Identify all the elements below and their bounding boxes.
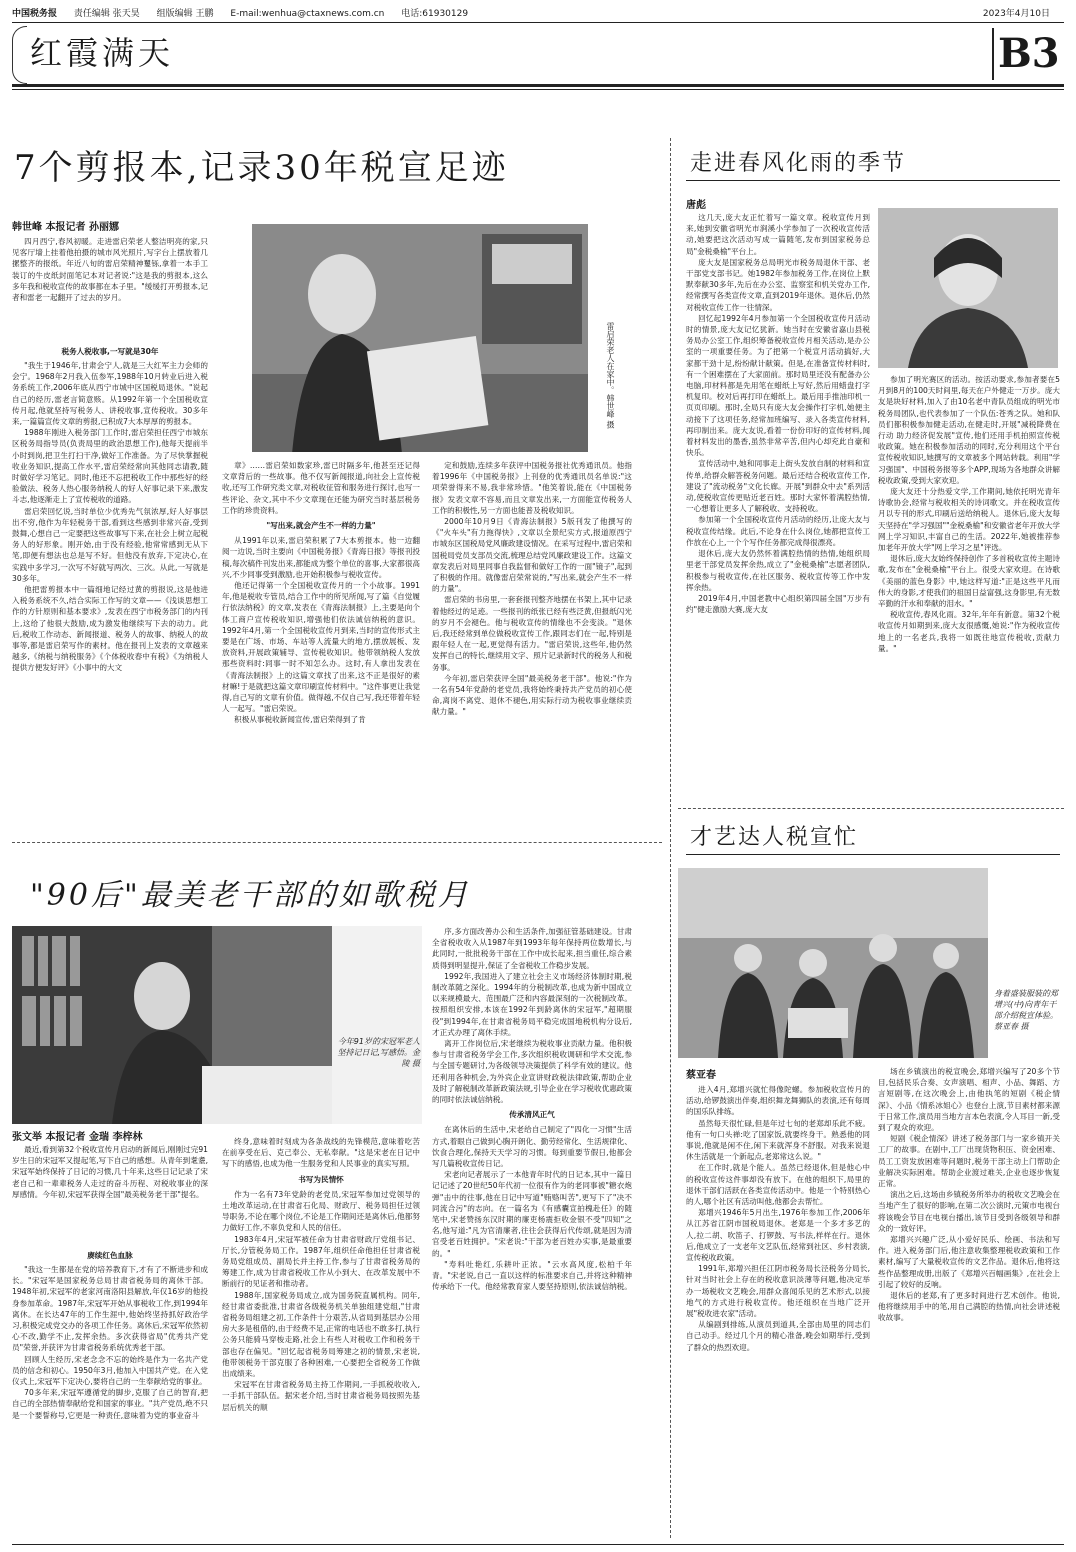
column-divider [670,138,671,1538]
paragraph: 雷启荣回忆说,当时单位少优秀先气氛浓厚,好人好事层出不穷,他作为年轻税务干部,看到这些感到非常兴奋,受到鼓舞,心想自己一定要把这些故事写下来,在社会上树立起税务人的好形象。刚开始,由于没有经验,他常常感到无从下笔,即便有想法也总是写不好。但他没有放弃,下定决心,在实践中多学习,一次写不好就写两次、三次。从此,一写就是30多年。 [12,506,208,583]
article3-headline: "90后"最美老干部的如歌税月 [30,878,471,913]
paragraph: 回顾人生经历,宋老念念不忘的始终是作为一名共产党员的信念和初心。1950年3月,他加入中国共产党。在入党仪式上,宋冠军下定决心,要将自己的一生奉献给党的事业。 [12,1354,208,1387]
section-bracket [12,26,27,84]
issue-date: 2023年4月10日 [982,9,1050,19]
paragraph: 参加了明光赛区的活动。按活动要求,参加者要在5月到8月的100天时间里,每天在户外健走一万步。庞大友是块好材料,加入了由10名老中青队员组成的明光市税务局团队,也代表参加了一个队伍:苍秀之队。她和队员们都积极参加健走活动,在健走时,开展"减税降费在行动 助力经济促发展"宣传,他们还用手机拍照宣传税收政策。她在积极参加活动的同时,充分利用这个平台宣传税收知识,她撰写的文章被多个网站转载。利用"学习强国"、中国税务报等多个APP,现场为各地群众讲解税收政策,受到大家欢迎。 [878,375,1060,485]
email: E-mail:wenhua@ctaxnews.com.cn [230,9,385,19]
article3-col2 [222,1136,420,1540]
header-rule-thin [12,89,1064,90]
article3-photo-caption: 今年91岁的宋冠军老人坚持记日记,写感悟。金陵 摄 [337,1037,420,1068]
paragraph: 回忆起1992年4月参加第一个全国税收宣传月活动时的情景,庞大友记忆犹新。她当时在安徽省嘉山县税务局办公室工作,组织筹备税收宣传月相关活动,是办公室的一项重要任务。为了把第一个税宣月活动搞好,大家都干劲十足,纷纷献计献策。但是,在准备宣传材料时,有一个困难摆在了大家面前。那时局里还没有配备办公电脑,印材料都是先用笔在蜡纸上写好,然后用蜡盘打字机复印。校对后再打印在蜡纸上。最后用手推油印机一页页印刷。那时,全局只有庞大友会操作打字机,她便主动接下了这项任务,经常加班编写、录入各类宣传材料,再印制出来。庞大友说,看着一份份印好的宣传材料,闻着材料发出的墨香,虽然非常辛苦,但内心却充此自豪和快乐。 [686,313,870,458]
article1-subhead2: "写出来,就会产生不一样的力量" [266,521,376,531]
paragraph: 进入4月,郑增兴就忙得像陀螺。参加税收宣传月的活动,给锣鼓演出伴奏,组织舞龙舞狮队的表演,还有每周的国乐队排练。 [686,1085,870,1117]
paragraph: 场在乡镇演出的税宣晚会,郑增兴编写了20多个节目,包括民乐合奏、女声演唱、相声、小品、舞蹈、方言短剧等,在这次晚会上,由他执笔的短剧《税企情深》、小品《情系冰姐心》也登台上演,节目素材都来源于日常工作,演员用当地方言本色表演,令人耳目一新,受到了观众的欢迎。 [878,1067,1060,1133]
article1-photo [252,224,588,452]
paragraph: 章》……雷启荣如数家珍,雷已时隔多年,他甚至还记得文章背后的一些故事。他不仅写新闻报道,向社会上宣传税收,还写工作研究类文章,对税收征管和服务进行探讨,也写一些评论、杂文,其中不少文章现在还能为研究当时基层税务工作的珍贵资料。 [222,461,420,515]
paragraph: 2000年10月9日《青海法制报》5版刊发了他撰写的《"火车头"有力拖得快》,文章以全景纪实方式,报道原西宁市城东区国税局党风廉政建设情况。在采写过程中,雷启荣和国税局党员支部员交流,梳理总结党风廉政建设工作。这篇文章发表后对局里同事自我监督和做好工作的一面"镜子",起到了积极的作用。就像雷启荣常说的,"写出来,就会产生不一样的力量"。 [432,517,632,594]
paragraph: 从1991年以来,雷启荣积累了7大本剪报本。他一边翻阅一边说,当时主要向《中国税务报》《青海日报》等报刊投稿,每次稿件刊发出来,都能成为整个单位的喜事,大家都很高兴,不少同事受到激励,也开始积极参与税收宣传。 [222,536,420,579]
editor-credit: 责任编辑 张天昊 [73,9,140,19]
paragraph: 参加第一个全国税收宣传月活动的经历,让庞大友与税收宣传结缘。此后,不论身在什么岗位,她都把宣传工作放在心上,一个个写作任务都完成得很漂亮。 [686,515,870,547]
paragraph: 演出之后,这场由乡镇税务所举办的税收文艺晚会在当地产生了很好的影响,在第二次公演时,元策市电视台将该晚会节目在电视台播出,该节目受到各级领导和群众的一致好评。 [878,1190,1060,1233]
paragraph: 这几天,庞大友正忙着写一篇文章。税收宣传月到来,她到安徽省明光市涧溪小学参加了一次税收宣传活动,她要把这次活动写成一篇随笔,发布到国家税务总局"金税桑榆"平台上。 [686,213,870,256]
paragraph: 四月西宁,春风初暖。走进雷启荣老人整洁明亮的家,只见客厅墙上挂着他拍摄的城市风光照片,写字台上摆放着几摞整齐的报纸。年近八旬的雷启荣精神矍铄,拿着一本手工装订的牛皮纸封面笔记本对记者说:"这是我的剪报本,这么多年我和税收宣传的故事都在本子里。"缓缓打开剪报本,记者和雷老一起翻开了过去的岁月。 [12,237,208,303]
page-number: B3 [998,30,1060,77]
paragraph: 离开工作岗位后,宋老继续为税收事业贡献力量。他积极参与甘肃省税务学会工作,多次组织税收调研和学术交流,参与全国专题研讨,为各级领导决策提供了科学有效的建议。他还利用各种机会,为外宾企业宣讲财政税法律政策,帮助企业及时了解税制改革新政策法规,引导企业在学习税收优惠政策的同时依法诚信纳税。 [432,1039,632,1105]
article3-col1 [12,1264,208,1540]
header-rule [12,84,1064,87]
paragraph: 70多年来,宋冠军遵循党的脚步,克服了自己的智育,把自己的全部热情奉献给党和国家的事业。"共产党员,绝不只是一个要誓称号,它更是一种责任,意味着为党的事业奋斗 [12,1388,208,1420]
paragraph: 在离休后的生活中,宋老给自己制定了"四化一习惯"生活方式,着眼自己做到心胸开朗化、勤劳经常化、生活规律化、饮食合理化,保持天天学习的习惯。每到重要节假日,他都会写几篇税收宣传日记。 [432,1125,632,1169]
article3-subhead2: 书写为民情怀 [298,1174,344,1184]
paragraph: 短剧《税企情深》讲述了税务部门与一家乡镇开关工厂的故事。在剧中,工厂出现货物积压、资金困难、员工工资发放困难等问题时,税务干部主动上门帮助企业解决实际困难。帮助企业渡过难关,企业也逐步恢复正常。 [878,1134,1060,1189]
paragraph: 他还记得第一个全国税收宣传月的一个小故事。1991年,他是税收专管员,结合工作中的所见所闻,写了篇《自觉履行依法纳税》的文章,发表在《青海法制报》上,主要是向个体工商户宣传税收知识,增强他们依法诚信纳税的意识。1992年4月,第一个全国税收宣传月到来,当时的宣传形式主要是在广场、市场、车站等人流量大的地方,摆放展板、发放资料,开展政策辅导、宣传税收知识。他带领纳税人发放那些资料时:同事一时不知怎么办。这时,有人拿出发表在《青海法制报》上的这篇文章找了出来,这不正是很好的素材嘛!于是就把这篇文章印刷宣传材料中。"这件事更让我觉得,自己写的文章有价值。做得越,不仅自己写,我还带着年轻人一起写。"雷启荣说。 [222,581,420,714]
paragraph: 他把雷剪报本中一篇细地记经过黄的剪报说,这是他进入税务系统不久,结合实际工作写的文章——《浅谈思想工作的方针原则和基本要求》,发表在西宁市税务部门的内刊上,这给了他很大鼓励,成为激发他继续写下去的动力。此后,税收工作动态、新闻报道、税务人的故事、纳税人的故事等,都是雷启荣写作的素材。他在报刊上发表的文章越来越多,《纳税与纳税服务》《个体税收春中有税》《为纳税人提供方便发好评》《小事中的大文 [12,585,208,673]
article3-subhead3: 传承清风正气 [509,1110,555,1120]
group-photo-image [678,868,988,1058]
paragraph: 税收宣传,春风化雨。32年,年年有新意。第32个税收宣传月如期到来,庞大友很感慨,她说:"作为税收宣传地上的一名老兵,我将一如既往地宣传税收,贡献力量。" [878,610,1060,653]
paragraph: 今年初,雷启荣获评全国"最美税务老干部"。他说:"作为一名有54年党龄的老党员,我将始终秉持共产党员的初心使命,离岗不离党、退休不褪色,用实际行动为税收事业继续贡献力量。" [432,673,632,717]
paragraph: "我这一生都是在党的培养教育下,才有了不断进步和成长。"宋冠军是国家税务总局甘肃省税务局的离休干部。1948年初,宋冠军的老家河南洛阳县解放,年仅16岁的他投身参加革命。1987年,宋冠军开始从事税收工作,到1994年离休。在长达47年的工作生涯中,他始终坚持抓好政治学习,积极完成党交办的各项工作任务。离休后,宋冠军依然初心不改,勤学不止,发挥余热。多次获得省局"优秀共产党员"荣誉,并获评为甘肃省税务系统优秀老干部。 [12,1265,208,1353]
bottom-rule [12,1544,1064,1545]
article3-col3 [432,926,632,1540]
article2-photo [878,208,1058,368]
paragraph: 序,多方面改善办公和生活条件,加强征管基础建设。甘肃全省税收收入从1987年到1993年每年保持两位数增长,与此同时,一批批税务干部在工作中成长起来,担当重任,综合素质得到明显提升,保证了全省税收工作稳步发展。 [432,927,632,970]
article4-byline: 蔡亚春 [686,1070,716,1081]
paragraph: "寿料吐艳红,乐耕叶正浓。"云水高风度,松柏千年青。"宋老说,自己一直以这样的标准要求自己,并将这种精神传承给下一代。他经常教育家人要坚持原则,依法诚信纳税。 [432,1259,632,1292]
paragraph: 1988年刚进入税务部门工作时,雷启荣担任西宁市城东区税务局指导员(负责局里的政治思想工作),他每天提前半小时到岗,把卫生打扫干净,做好工作准备。为了尽快掌握税收业务知识,提高工作水平,雷启荣经常向其他同志请教,随时做好学习笔记。同时,他还不忘把税收工作中那些好的经验做法、税务人热心服务纳税人的好人好事记录下来,激发斗志,他逐渐走上了宣传税收的道路。 [12,428,208,505]
paragraph: 作为一名有73年党龄的老党员,宋冠军参加过党领导的土地改革运动,在甘肃省石化局、财政厅、税务局担任过领导职务,不论在哪个岗位,不论是工作期间还是离休后,他都努力做好工作,不辜负党和人民的信任。 [222,1189,420,1233]
article4-headline: 才艺达人税宣忙 [690,825,859,850]
paragraph: 郑增兴1946年5月出生,1976年参加工作,2006年从江苏省江阴市国税局退休。老郑是一个多才多艺的人,拉二胡、吹笛子、打锣鼓、写书法,样样在行。退休后,他成立了一支老年文艺队伍,经常到社区、乡村表演,宣传税收政策。 [686,1208,870,1263]
layout-credit: 组版编辑 王鹏 [156,9,214,19]
article1-headline: 7个剪报本,记录30年税宣足迹 [14,148,509,188]
article3-subhead1: 赓续红色血脉 [87,1251,133,1260]
paragraph: 郑增兴兴趣广泛,从小爱好民乐、绘画、书法和写作。进入税务部门后,他注意收集整理税收政策和工作素材,编写了大量税收宣传的文艺作品。退休后,他将这些作品整理成册,出版了《郑增兴百幅画集》,在社会上引起了较好的反响。 [878,1235,1060,1289]
masthead [12,6,1064,20]
paragraph: 雷启荣的书房里,一套套报刊整齐地摆在书架上,其中记录着他经过的足迹。一些报刊的纸张已经有些泛黄,但报纸闪光的岁月不会褪色。他与税收宣传的情缘也不会变淡。"退休后,我还经常到单位做税收宣传工作,跟同志们在一起,特别是跟年轻人在一起,更觉得有活力。"雷启荣说,这些年,他仍然发挥自己的特长,继续用文字、照片记录新时代的税务人和税务事。 [432,595,632,672]
article3-col1-intro [12,1144,208,1252]
paragraph: 退休后的老郑,有了更多时间进行艺术创作。他说,他将继续用手中的笔,用自己满腔的热情,向社会讲述税收故事。 [878,1291,1060,1323]
article1-col3 [432,460,632,832]
section-title: 红霞满天 [30,34,175,72]
paragraph: 1991年,郑增兴担任江阴市税务局长泾税务分局长,针对当时社会上存在的税收意识淡薄等问题,他决定举办一场税收文艺晚会,用群众喜闻乐见的艺术形式,以接地气的方式进行税收宣传。他还组织在当地广泛开展"税收进农家"活动。 [686,1264,870,1319]
paragraph: 宋老向记者展示了一本他青年时代的日记本,其中一篇日记记述了20世纪50年代初一位很有作为的老同事被"糖衣炮弹"击中的往事,他在日记中写道"贿赂叫苦",更写下了"决不同流合污"的志向。在一篇名为《有感囊宣拍槐赴任》的随笔中,宋老赞扬东汉时期的廉吏杨震拒收金银不受"四知"之名,他写道:"凡为官清廉者,往往会获得后代传颂,就是因为清官受老百姓拥护。"宋老说:"干部为老百姓办实事,是最重要的。" [432,1170,632,1258]
article2-headline: 走进春风化雨的季节 [690,151,907,176]
paragraph: 退休后,庞大友始终保持创作了多首税收宣传主题诗歌,发布在"金税桑榆"平台上。很受大家欢迎。在诗歌《美丽的蓝色身影》中,她这样写道:"正是这些平凡而伟大的身影,才使我们的祖国日益富强,这身影里,有无数辛勤的汗水和奉献的泪水。" [878,554,1060,609]
article2-col1 [686,212,870,760]
paragraph: 从编剧到排练,从演员到道具,全部由局里的同志们自己动手。经过几个月的精心准备,晚会如期举行,受到了群众的热烈欢迎。 [686,1320,870,1352]
paragraph: 退休后,庞大友仍然怀着满腔热情的热情,她组织局里老干部党员发挥余热,成立了"金税桑榆"志愿者团队,积极参与税收宣传,在社区服务、税收宣传等工作中发挥余热。 [686,549,870,592]
paragraph: 在工作时,就是个能人。虽然已经退休,但是他心中的税收宣传这件事却没有放下。在他的组织下,局里的退休干部们活跃在各类宣传活动中。他是一个特别热心的人,哪个社区有活动叫他,他都会去帮忙。 [686,1163,870,1207]
elderly-man-reading-image [252,224,588,452]
top-rule [12,22,1064,23]
paragraph: 定和鼓励,连续多年获评中国税务报社优秀通讯员。他指着1996年《中国税务报》上刊登的优秀通讯员名单说:"这项荣誉得来不易,我非常珍惜。"他笑着说,能在《中国税务报》发表文章不容易,而且文章发出来,一方面能宣传税务人工作的积极性,另一方面也能普及税收知识。 [432,461,632,515]
article4-col2 [878,1066,1060,1540]
paragraph: 宋冠军在甘肃省税务局主持工作期间,一手抓税收收入,一手抓干部队伍。据宋老介绍,当时甘肃省税务局按照先基层后机关的顺 [222,1380,420,1412]
woman-portrait-image [878,208,1058,368]
article1-col1-intro [12,236,208,356]
article1-subhead1-wrap [12,346,208,358]
article1-byline: 韩世峰 本报记者 孙丽娜 [12,222,119,233]
article1-col2 [222,460,420,832]
paragraph: 2019年4月,中国老教中心组织第四届全国"万步有约"健走激励大赛,庞大友 [686,593,870,615]
article2-byline: 唐彪 [686,200,706,211]
article1-photo-caption: 雷启荣老人在家中。韩世峰 摄 [606,322,615,429]
article3-subhead1-wrap [12,1250,208,1262]
article2-headline-rule [686,180,1060,181]
article4-headline-rule [686,854,1060,855]
paragraph: 1992年,我国进入了建立社会主义市场经济体制时期,税制改革随之深化。1994年的分税制改革,也成为新中国成立以来规模最大、范围最广泛和内容最深刻的一次税制改革。按照组织安排,本该在1992年到龄离休的宋冠军,"超期服役"到1994年,在甘肃省税务局平稳完成国地税机构分设后,才正式办理了离休手续。 [432,971,632,1037]
article3-photo [12,926,422,1124]
paragraph: 虽然每天很忙碌,但是年过七旬的老郑却乐此不疲。他有一句口头禅:吃了国家饭,就要终身干。熟悉他的同事说,他就是闲不住,闲下来就浑身不舒服。对我来说退休生活就是一个新起点,老郑常这么说。" [686,1118,870,1162]
paper-name: 中国税务报 [12,9,58,19]
section-divider-right [678,808,1064,809]
article4-photo [678,868,988,1058]
article3-byline: 张文举 本报记者 金瑞 李梓林 [12,1132,143,1143]
paragraph: 最近,看到第32个税收宣传月启动的新闻后,刚刚过完91岁生日的宋冠军又提起笔,写下自己的感想。从青年到耄耋,宋冠军始终保持了日记的习惯,几十年来,这些日记记录了宋老自己和一辈辈税务人走过的奋斗历程、对税收事业的深厚感情。今年初,宋冠军获得全国"最美税务老干部"提名。 [12,1145,208,1199]
phone: 电话:61930129 [401,9,469,19]
article4-col1 [686,1084,870,1540]
paragraph: 积极从事税收新闻宣传,雷启荣得到了肯 [234,715,366,725]
paragraph: "我生于1946年,甘肃会宁人,就是三大红军主力会师的会宁。1968年2月我入伍参军,1988年10月转业后进入税务系统工作,2006年底从西宁市城中区国税局退休。"说起自己的经历,雷老言简意赅。从1992年第一个全国税收宣传月起,他就坚持写税务人、讲税收事,宣传税收。30多年来,一篇篇宣传文章的剪报,已积成7大本厚厚的剪报本。 [12,361,208,427]
paragraph: 宣传活动中,她和同事走上街头发放自制的材料和宣传单,给群众解答税务问题。最后还结合税收宣传工作,建设了"流动税务"文化长廊。开展"到群众中去"系列活动,使税收宣传更贴近老百姓。那时大家怀着满腔热情,一心想着让更多人了解税收、支持税收。 [686,459,870,514]
article1-col1 [12,360,208,830]
paragraph: 1983年4月,宋冠军被任命为甘肃省财政厅党组书记、厅长,分管税务局工作。1987年,组织任命他担任甘肃省税务局党组成员、副局长并主持工作,参与了甘肃省税务局的筹建工作,成为甘肃省税收工作从小到大、在改革发展中不断前行的见证者和推动者。 [222,1234,420,1289]
paragraph: 庞大友是国家税务总局明光市税务局退休干部、老干部党支部书记。她1982年参加税务工作,在岗位上默默奉献30多年,先后在办公室、监察室和机关党办工作,经常撰写各类宣传文章,直到2019年退休。退休后,仍然对税收宣传工作一往情深。 [686,257,870,312]
article4-photo-caption: 身着盛装服装的郑增兴(中)向青年干部介绍税宣体验。蔡亚春 摄 [994,989,1058,1031]
article2-col2 [878,374,1060,760]
paragraph: 1988年,国家税务局成立,成为国务院直属机构。同年,经甘肃省委批准,甘肃省各级税务机关单独组建党组,"甘肃省税务局组建之初,工作条件十分艰苦,从省局到基层办公用房大多是租借的,由于经费不足,正常的电话也不敢多打,执行公务只能骑马穿梭走路,社会上有些人对税收工作和税务干部也存在偏见。"回忆起省税务局筹建之初的情景,宋老说,他带领税务干部克服了各种困难,一心要把全省税务工作做出成绩来。 [222,1290,420,1379]
paragraph: 庞大友还十分热爱文学,工作期间,她依托明光青年诗歌协会,经常与税收相关的诗词歌文。并在税收宣传月以专刊的形式,印刷后送给纳税人。退休后,庞大友每天坚持在"学习强国""金税桑榆"和安徽省老年开放大学网上学习知识,丰富自己的生活。2022年,她被推荐参加老年开放大学"网上学习之星"评选。 [878,487,1060,553]
article1-subhead1: 税务人税收事,一写就是30年 [61,347,159,356]
section-divider-left [12,842,662,843]
paragraph: 终身,意味着时刻成为各条战线的先锋模范,意味着吃苦在前享受在后、克己奉公、无私奉献。"这是宋老在日记中写下的感悟,也成为他一生服务党和人民事业的真实写照。 [222,1137,420,1169]
elderly-man-writing-image [12,926,422,1124]
